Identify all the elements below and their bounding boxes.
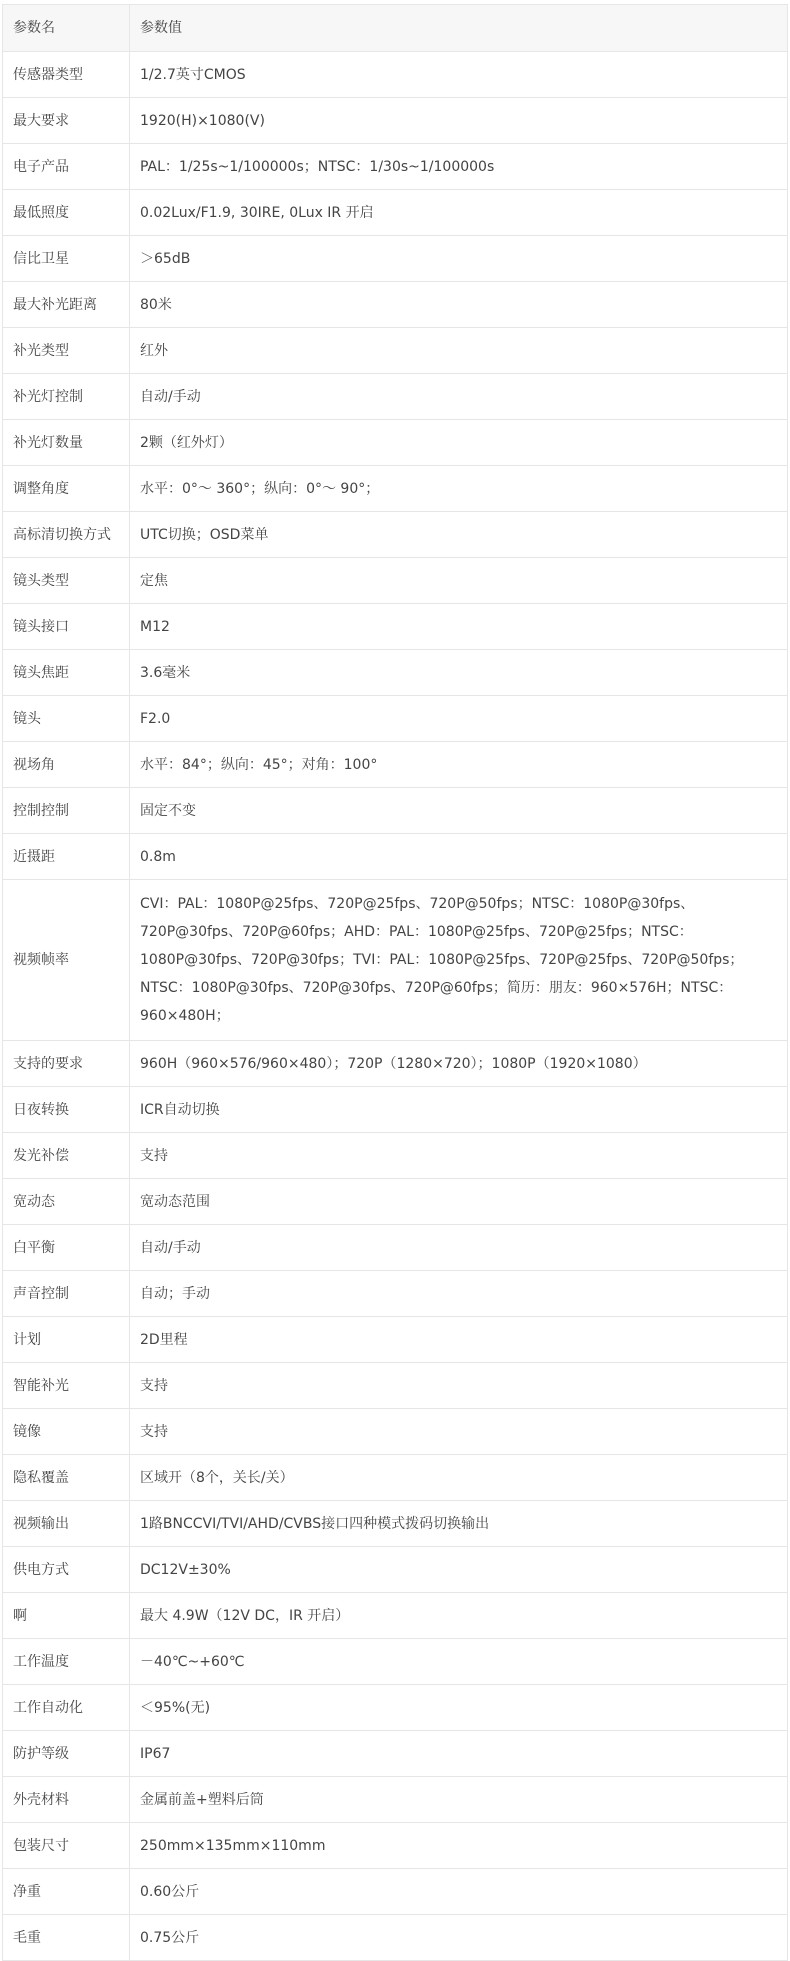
table-row bbox=[3, 466, 788, 512]
param-value: 2颗（红外灯） bbox=[130, 420, 788, 466]
param-name: 供电方式 bbox=[3, 1547, 130, 1593]
param-value: 1/2.7英寸CMOS bbox=[130, 52, 788, 98]
param-value: IP67 bbox=[130, 1731, 788, 1777]
table-row bbox=[3, 1501, 788, 1547]
param-name: 控制控制 bbox=[3, 788, 130, 834]
param-value: DC12V±30% bbox=[130, 1547, 788, 1593]
param-name: 调整角度 bbox=[3, 466, 130, 512]
table-row bbox=[3, 696, 788, 742]
table-row bbox=[3, 1271, 788, 1317]
param-value: ＜95%(无) bbox=[130, 1685, 788, 1731]
param-name: 视频输出 bbox=[3, 1501, 130, 1547]
param-name: 外壳材料 bbox=[3, 1777, 130, 1823]
table-row bbox=[3, 558, 788, 604]
table-row bbox=[3, 282, 788, 328]
table-row bbox=[3, 1777, 788, 1823]
param-value: 支持 bbox=[130, 1363, 788, 1409]
table-row bbox=[3, 1731, 788, 1777]
param-name: 毛重 bbox=[3, 1915, 130, 1961]
param-name: 高标清切换方式 bbox=[3, 512, 130, 558]
param-value: F2.0 bbox=[130, 696, 788, 742]
param-value: 支持 bbox=[130, 1133, 788, 1179]
table-row bbox=[3, 742, 788, 788]
table-row bbox=[3, 52, 788, 98]
param-name: 镜头接口 bbox=[3, 604, 130, 650]
param-name: 净重 bbox=[3, 1869, 130, 1915]
param-value: 区域开（8个，关长/关） bbox=[130, 1455, 788, 1501]
table-row bbox=[3, 512, 788, 558]
param-value: M12 bbox=[130, 604, 788, 650]
table-row bbox=[3, 1593, 788, 1639]
param-name: 隐私覆盖 bbox=[3, 1455, 130, 1501]
param-name: 镜头类型 bbox=[3, 558, 130, 604]
param-name: 信比卫星 bbox=[3, 236, 130, 282]
table-row bbox=[3, 1455, 788, 1501]
param-value: 2D里程 bbox=[130, 1317, 788, 1363]
table-row bbox=[3, 328, 788, 374]
param-value: 0.8m bbox=[130, 834, 788, 880]
header-value: 参数值 bbox=[130, 5, 788, 52]
param-name: 补光灯数量 bbox=[3, 420, 130, 466]
param-name: 白平衡 bbox=[3, 1225, 130, 1271]
table-row bbox=[3, 1087, 788, 1133]
param-value: UTC切换；OSD菜单 bbox=[130, 512, 788, 558]
param-value: 水平：0°～ 360°；纵向：0°～ 90°； bbox=[130, 466, 788, 512]
param-name: 工作自动化 bbox=[3, 1685, 130, 1731]
param-value: 自动/手动 bbox=[130, 1225, 788, 1271]
param-name: 智能补光 bbox=[3, 1363, 130, 1409]
param-name: 计划 bbox=[3, 1317, 130, 1363]
table-row bbox=[3, 144, 788, 190]
table-row bbox=[3, 1363, 788, 1409]
param-value: 支持 bbox=[130, 1409, 788, 1455]
table-row bbox=[3, 1915, 788, 1961]
table-row bbox=[3, 1317, 788, 1363]
param-value: 固定不变 bbox=[130, 788, 788, 834]
table-row bbox=[3, 1639, 788, 1685]
param-value: 3.6毫米 bbox=[130, 650, 788, 696]
param-value: PAL：1/25s~1/100000s；NTSC：1/30s~1/100000s bbox=[130, 144, 788, 190]
param-value: 80米 bbox=[130, 282, 788, 328]
table-row bbox=[3, 98, 788, 144]
param-value: 0.60公斤 bbox=[130, 1869, 788, 1915]
param-value: 960H（960×576/960×480）；720P（1280×720）；1080P（1920×1080） bbox=[130, 1041, 788, 1087]
table-row bbox=[3, 1179, 788, 1225]
table-row bbox=[3, 1409, 788, 1455]
param-name: 最低照度 bbox=[3, 190, 130, 236]
param-value: 最大 4.9W（12V DC，IR 开启） bbox=[130, 1593, 788, 1639]
spec-table-body bbox=[3, 5, 788, 1961]
table-row bbox=[3, 880, 788, 1041]
param-value: 自动/手动 bbox=[130, 374, 788, 420]
table-row bbox=[3, 1547, 788, 1593]
table-row bbox=[3, 374, 788, 420]
param-value: ＞65dB bbox=[130, 236, 788, 282]
param-value: CVI：PAL：1080P@25fps、720P@25fps、720P@50fps；NTSC：1080P@30fps、720P@30fps、720P@60fps；AHD：PAL：1080P@25fps、720P@25fps；NTSC：1080P@30fps、720P@30fps；TVI：PAL：1080P@25fps、720P@25fps、720P@50fps；NTSC：1080P@30fps、720P@30fps、720P@60fps；简历：朋友：960×576H；NTSC：960×480H； bbox=[130, 880, 788, 1041]
param-value: 250mm×135mm×110mm bbox=[130, 1823, 788, 1869]
param-name: 啊 bbox=[3, 1593, 130, 1639]
table-row bbox=[3, 1869, 788, 1915]
table-row bbox=[3, 236, 788, 282]
param-value: 定焦 bbox=[130, 558, 788, 604]
param-name: 包装尺寸 bbox=[3, 1823, 130, 1869]
table-row bbox=[3, 190, 788, 236]
param-name: 视场角 bbox=[3, 742, 130, 788]
table-row bbox=[3, 834, 788, 880]
param-name: 电子产品 bbox=[3, 144, 130, 190]
table-header-row bbox=[3, 5, 788, 52]
param-value: 宽动态范围 bbox=[130, 1179, 788, 1225]
table-row bbox=[3, 1133, 788, 1179]
param-name: 宽动态 bbox=[3, 1179, 130, 1225]
param-value: 金属前盖+塑料后筒 bbox=[130, 1777, 788, 1823]
param-name: 补光灯控制 bbox=[3, 374, 130, 420]
table-row bbox=[3, 1685, 788, 1731]
header-key: 参数名 bbox=[3, 5, 130, 52]
param-name: 最大要求 bbox=[3, 98, 130, 144]
param-value: ICR自动切换 bbox=[130, 1087, 788, 1133]
param-value: －40℃~+60℃ bbox=[130, 1639, 788, 1685]
param-name: 镜头焦距 bbox=[3, 650, 130, 696]
param-name: 近摄距 bbox=[3, 834, 130, 880]
param-name: 声音控制 bbox=[3, 1271, 130, 1317]
table-row bbox=[3, 1823, 788, 1869]
param-value: 自动；手动 bbox=[130, 1271, 788, 1317]
param-name: 日夜转换 bbox=[3, 1087, 130, 1133]
param-name: 发光补偿 bbox=[3, 1133, 130, 1179]
param-name: 镜像 bbox=[3, 1409, 130, 1455]
table-row bbox=[3, 1225, 788, 1271]
param-name: 支持的要求 bbox=[3, 1041, 130, 1087]
param-name: 最大补光距离 bbox=[3, 282, 130, 328]
param-name: 传感器类型 bbox=[3, 52, 130, 98]
param-name: 工作温度 bbox=[3, 1639, 130, 1685]
table-row bbox=[3, 604, 788, 650]
param-value: 水平：84°；纵向：45°；对角：100° bbox=[130, 742, 788, 788]
param-value: 1920(H)×1080(V) bbox=[130, 98, 788, 144]
param-name: 视频帧率 bbox=[3, 880, 130, 1041]
table-row bbox=[3, 420, 788, 466]
spec-table bbox=[2, 4, 788, 1961]
param-name: 镜头 bbox=[3, 696, 130, 742]
param-name: 补光类型 bbox=[3, 328, 130, 374]
param-name: 防护等级 bbox=[3, 1731, 130, 1777]
table-row bbox=[3, 650, 788, 696]
table-row bbox=[3, 788, 788, 834]
param-value: 0.75公斤 bbox=[130, 1915, 788, 1961]
table-row bbox=[3, 1041, 788, 1087]
param-value: 1路BNCCVI/TVI/AHD/CVBS接口四种模式拨码切换输出 bbox=[130, 1501, 788, 1547]
param-value: 红外 bbox=[130, 328, 788, 374]
param-value: 0.02Lux/F1.9, 30IRE, 0Lux IR 开启 bbox=[130, 190, 788, 236]
